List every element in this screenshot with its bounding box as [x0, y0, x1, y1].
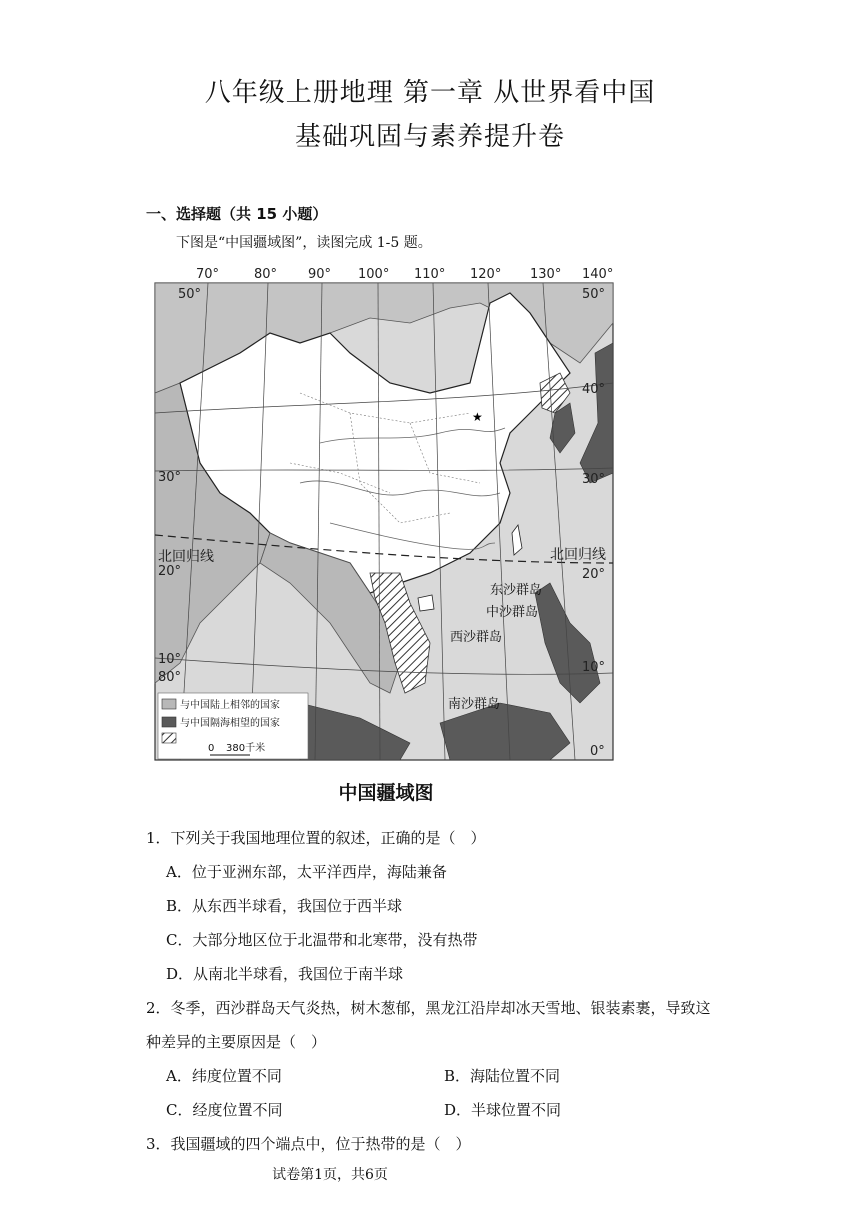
- document-subtitle: 基础巩固与素养提升卷: [294, 122, 565, 152]
- longitude-labels: [196, 267, 613, 282]
- lon-label: 100°: [358, 267, 390, 282]
- lat-label: 50°: [582, 287, 606, 302]
- lon-label: 90°: [308, 267, 332, 282]
- lat-label: 10°: [158, 652, 182, 667]
- document-title: 八年级上册地理 第一章 从世界看中国: [204, 78, 656, 108]
- island-label: 东沙群岛: [490, 583, 543, 598]
- scale-zero: 0: [208, 743, 215, 754]
- question-3-stem: 3．我国疆域的四个端点中，位于热带的是（ ）: [146, 1135, 471, 1153]
- question-1-option-a: A．位于亚洲东部，太平洋西岸，海陆兼备: [166, 863, 447, 881]
- map-legend: [158, 693, 308, 759]
- lat-label: 20°: [582, 567, 606, 582]
- question-2-option-c: C．经度位置不同: [166, 1101, 283, 1119]
- page-footer: 试卷第1页，共6页: [272, 1167, 388, 1183]
- question-2-option-b: B．海陆位置不同: [444, 1067, 561, 1085]
- legend-land-neighbor: 与中国陆上相邻的国家: [180, 700, 280, 711]
- lat-label: 10°: [582, 660, 606, 675]
- section-heading: 一、选择题（共 15 小题）: [146, 205, 328, 223]
- tropic-label-left: 北回归线: [158, 549, 214, 565]
- china-territory-map: [150, 263, 620, 763]
- lat-label: 40°: [582, 382, 606, 397]
- question-1-option-d: D．从南北半球看，我国位于南半球: [166, 965, 404, 983]
- scale-length: 380千米: [226, 743, 266, 754]
- lat-label: 80°: [158, 670, 182, 685]
- question-2-stem-line1: 2．冬季，西沙群岛天气炎热，树木葱郁，黑龙江沿岸却冰天雪地、银装素裹，导致这: [146, 999, 711, 1017]
- hainan: [418, 595, 434, 611]
- lon-label: 120°: [470, 267, 502, 282]
- question-1-option-b: B．从东西半球看，我国位于西半球: [166, 897, 403, 915]
- lat-label: 30°: [582, 472, 606, 487]
- lon-label: 130°: [530, 267, 562, 282]
- lat-label: 0°: [590, 744, 605, 759]
- lat-label: 30°: [158, 470, 182, 485]
- lon-label: 80°: [254, 267, 278, 282]
- island-label: 西沙群岛: [450, 630, 503, 645]
- legend-sea-neighbor: 与中国隔海相望的国家: [180, 718, 280, 729]
- lat-label: 20°: [158, 564, 182, 579]
- tropic-label-right: 北回归线: [550, 547, 606, 563]
- question-2-option-a: A．纬度位置不同: [166, 1067, 282, 1085]
- lon-label: 70°: [196, 267, 220, 282]
- lon-label: 140°: [582, 267, 614, 282]
- section-intro: 下图是“中国疆域图”，读图完成 1-5 题。: [176, 235, 432, 251]
- map-caption: 中国疆域图: [338, 782, 434, 804]
- question-1-option-c: C．大部分地区位于北温带和北寒带，没有热带: [166, 931, 478, 949]
- beijing-star-icon: ★: [472, 410, 483, 424]
- island-label: 南沙群岛: [448, 697, 501, 712]
- question-2-option-d: D．半球位置不同: [444, 1101, 562, 1119]
- question-2-stem-line2: 种差异的主要原因是（ ）: [146, 1033, 327, 1051]
- lat-label: 50°: [178, 287, 202, 302]
- question-1-stem: 1．下列关于我国地理位置的叙述，正确的是（ ）: [146, 829, 486, 847]
- island-label: 中沙群岛: [486, 605, 539, 620]
- lon-label: 110°: [414, 267, 446, 282]
